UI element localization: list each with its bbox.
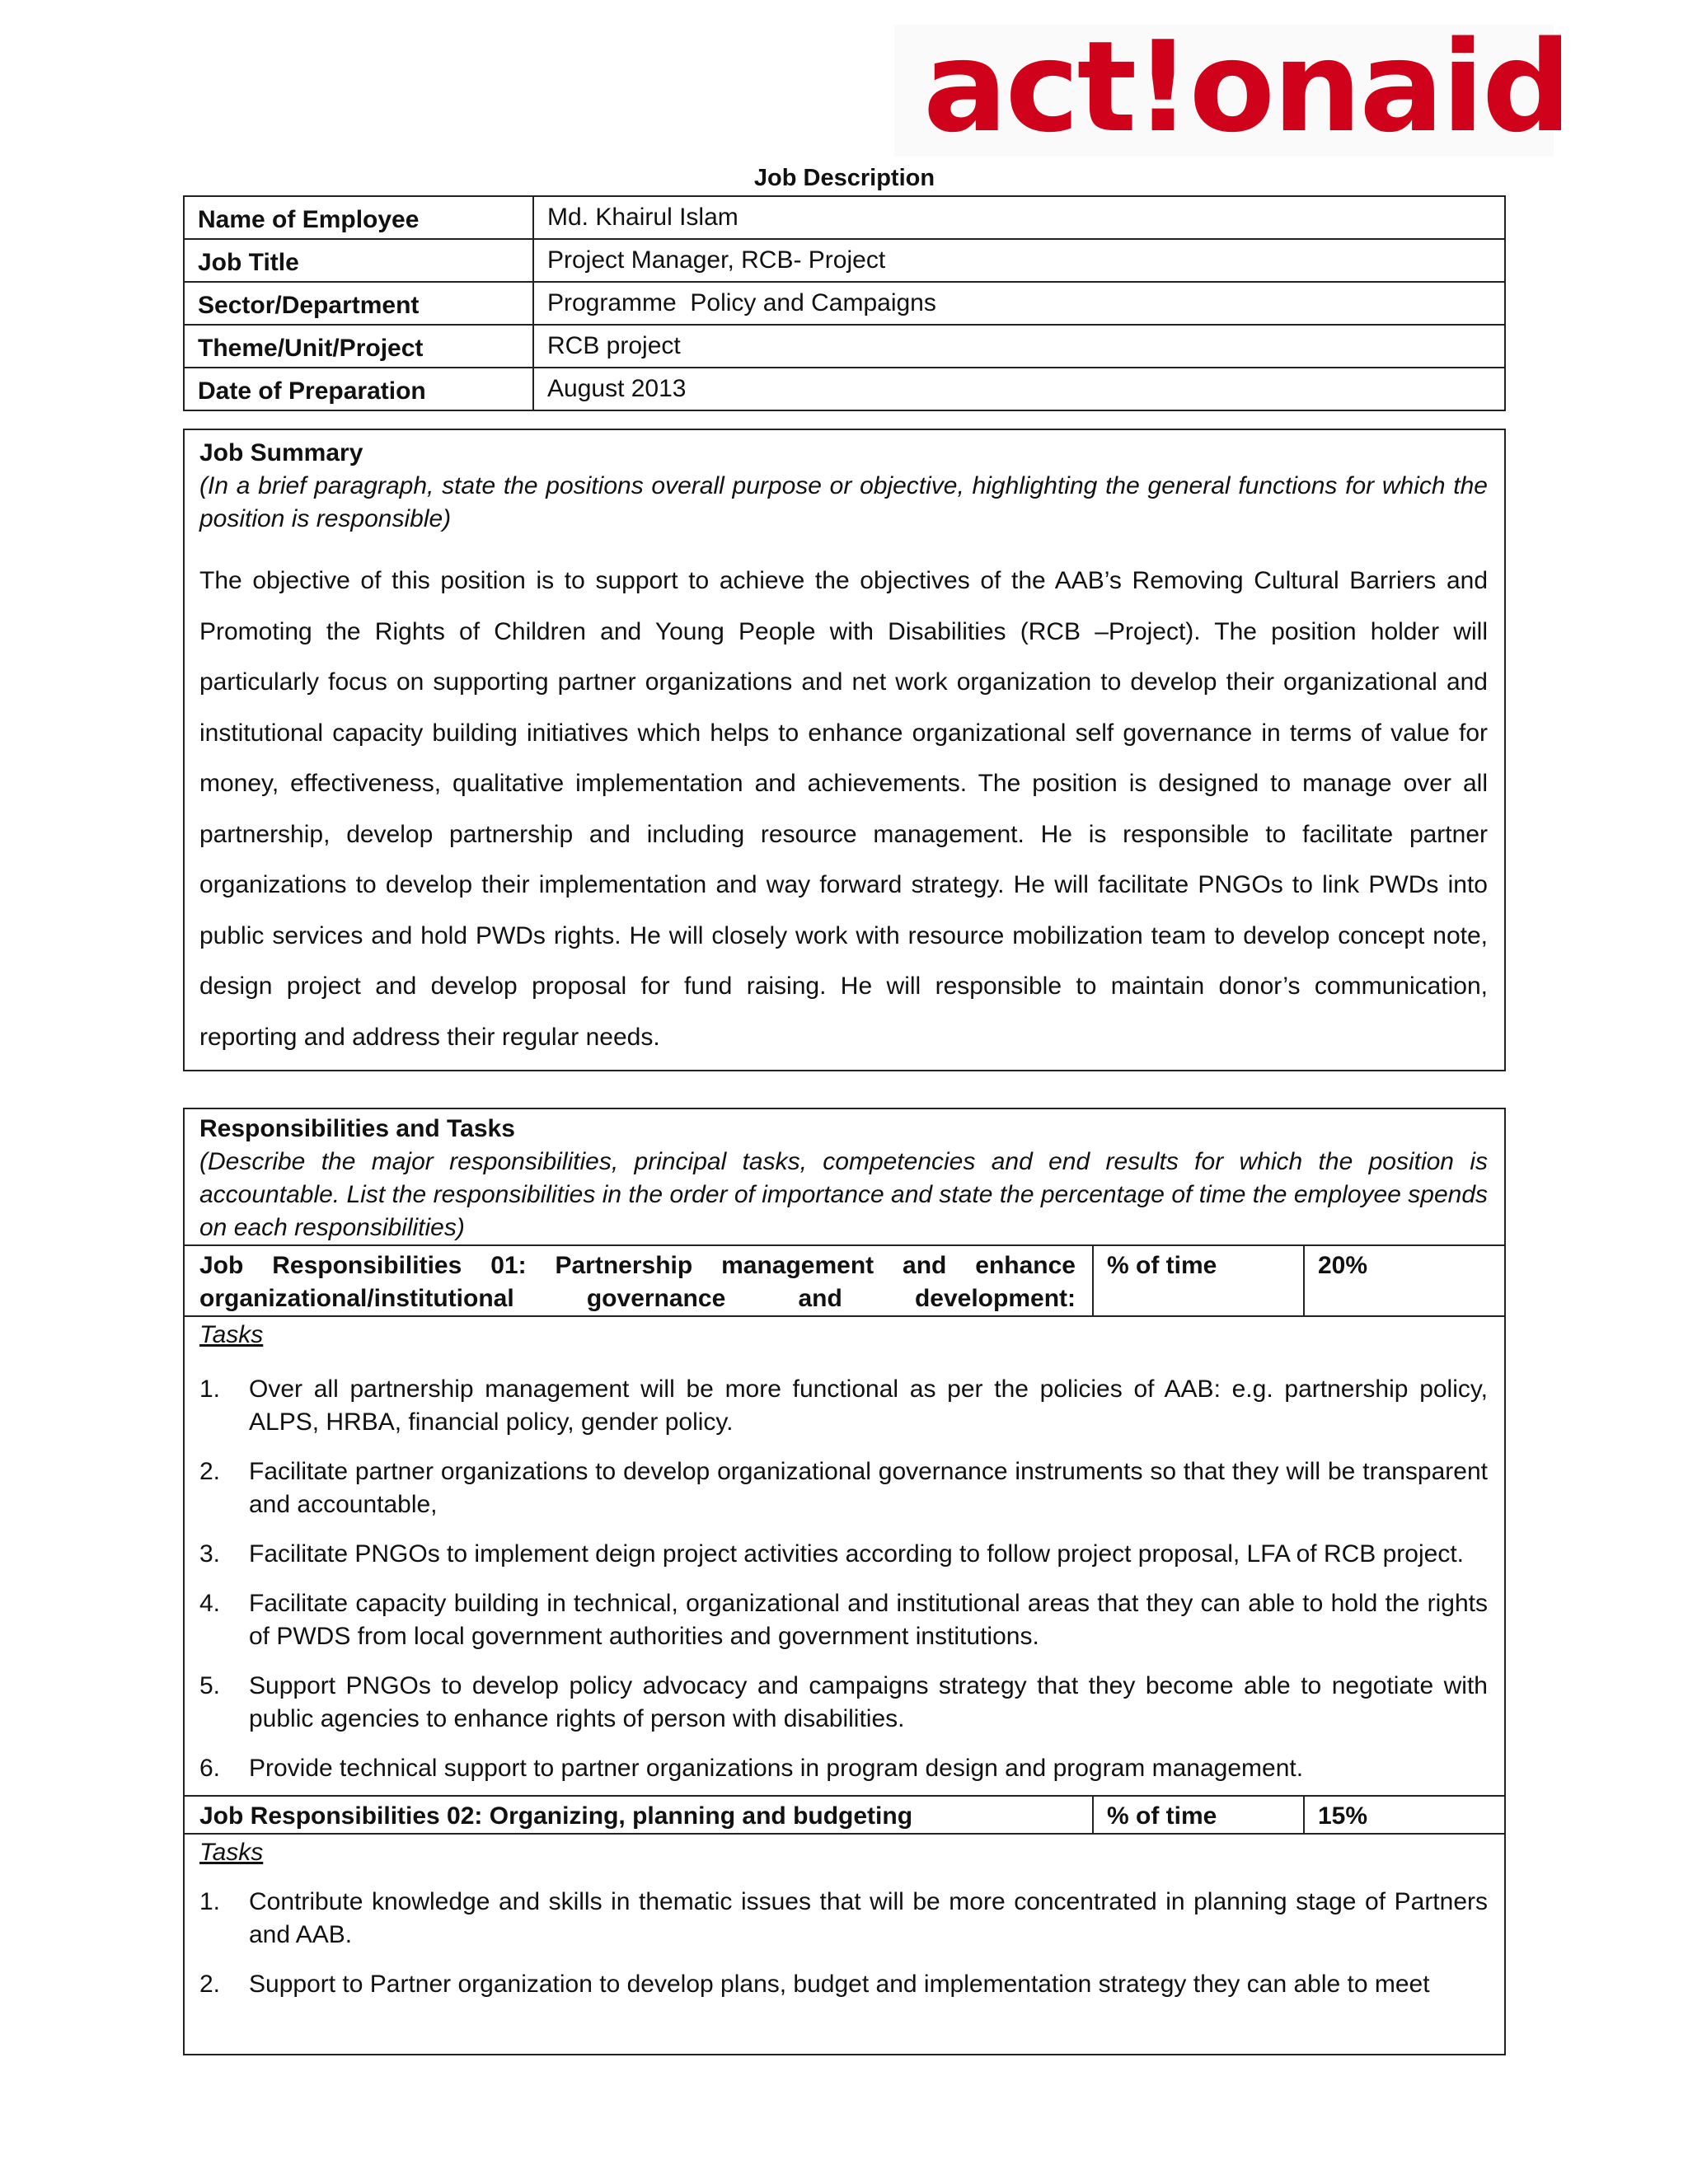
job-summary-section [183, 429, 1506, 1071]
task-item [199, 1373, 1488, 1439]
employee-info-table [183, 195, 1506, 411]
info-label: Name of Employee [184, 196, 533, 239]
task-item [199, 1752, 1488, 1785]
responsibilities-section [183, 1108, 1506, 2055]
time-percentage: 15% [1304, 1796, 1504, 1834]
task-number: 6. [199, 1755, 221, 1782]
responsibilities-hint: (Describe the major responsibilities, principal tasks, competencies and end results for which the position is accountable. List the responsibilities in the order of importance and state the percentage of time the employee spends on each responsibilities) [199, 1148, 1488, 1241]
responsibility-tasks-row [185, 1834, 1504, 2001]
tasks-label: Tasks [199, 1321, 264, 1348]
responsibilities-intro [185, 1109, 1504, 1244]
info-label: Sector/Department [184, 282, 533, 325]
task-number: 1. [199, 1376, 221, 1403]
info-value: Md. Khairul Islam [533, 196, 1505, 239]
info-row [184, 282, 1505, 325]
responsibility-tasks-row [185, 1316, 1504, 1796]
task-number: 4. [199, 1590, 221, 1617]
task-text: Facilitate capacity building in technical, organizational and institutional areas that they can able to hold the rights of PWDS from local government authorities and government institutions. [249, 1590, 1488, 1650]
info-label: Date of Preparation [184, 368, 533, 410]
task-text: Contribute knowledge and skills in thematic issues that will be more concentrated in planning stage of Partners and AAB. [249, 1888, 1488, 1948]
time-label: % of time [1093, 1245, 1304, 1316]
tasks-cell [185, 1316, 1504, 1796]
info-row [184, 239, 1505, 282]
responsibility-header-row [185, 1796, 1504, 1834]
task-item [199, 1538, 1488, 1571]
task-text: Support PNGOs to develop policy advocacy and campaigns strategy that they become able to negotiate with public agencies to enhance rights of person with disabilities. [249, 1672, 1488, 1732]
responsibility-title: Job Responsibilities 01: Partnership management and enhance organizational/institutional governance and development: [185, 1245, 1093, 1316]
task-number: 2. [199, 1971, 221, 1998]
task-text: Facilitate PNGOs to implement deign project activities according to follow project proposal, LFA of RCB project. [249, 1540, 1464, 1568]
info-value: Project Manager, RCB- Project [533, 239, 1505, 282]
task-number: 1. [199, 1888, 221, 1915]
task-text: Over all partnership management will be more functional as per the policies of AAB: e.g. partnership policy, ALPS, HRBA, financial policy, gender policy. [249, 1376, 1488, 1436]
task-item [199, 1670, 1488, 1736]
task-item [199, 1968, 1488, 2001]
info-row [184, 325, 1505, 368]
task-item [199, 1455, 1488, 1521]
task-item [199, 1587, 1488, 1653]
logo-wordmark: act!onaid [923, 14, 1569, 160]
tasks-label: Tasks [199, 1839, 264, 1866]
job-summary-hint: (In a brief paragraph, state the positions overall purpose or objective, highlighting the general functions for which the position is responsible) [199, 472, 1488, 532]
info-value: RCB project [533, 325, 1505, 368]
info-label: Theme/Unit/Project [184, 325, 533, 368]
info-label: Job Title [184, 239, 533, 282]
responsibility-title: Job Responsibilities 02: Organizing, planning and budgeting [185, 1796, 1093, 1834]
info-row [184, 368, 1505, 410]
tasks-cell [185, 1834, 1504, 2001]
time-label: % of time [1093, 1796, 1304, 1834]
time-percentage: 20% [1304, 1245, 1504, 1316]
job-summary-heading: Job Summary [199, 439, 363, 466]
info-value: August 2013 [533, 368, 1505, 410]
task-list [199, 1373, 1488, 1785]
info-row [184, 196, 1505, 239]
info-value: Programme Policy and Campaigns [533, 282, 1505, 325]
responsibilities-table [185, 1244, 1504, 2001]
task-number: 3. [199, 1540, 221, 1568]
task-text: Facilitate partner organizations to develop organizational governance instruments so that they will be transparent and accountable, [249, 1458, 1488, 1518]
responsibilities-heading: Responsibilities and Tasks [199, 1115, 515, 1142]
task-number: 5. [199, 1672, 221, 1699]
task-number: 2. [199, 1458, 221, 1485]
task-item [199, 1886, 1488, 1952]
task-list [199, 1886, 1488, 2001]
page-title: Job Description [753, 165, 935, 191]
task-text: Provide technical support to partner organizations in program design and program management. [249, 1755, 1304, 1782]
task-text: Support to Partner organization to develop plans, budget and implementation strategy they can able to meet [249, 1971, 1430, 1998]
responsibility-header-row [185, 1245, 1504, 1316]
job-summary-text: The objective of this position is to support to achieve the objectives of the AAB’s Removing Cultural Barriers and Promoting the Rights of Children and Young People with Disabilities (RCB –Project). The position holder will particularly focus on supporting partner organizations and net work organization to develop their organizational and institutional capacity building initiatives which helps to enhance organizational self governance in terms of value for money, effectiveness, qualitative implementation and achievements. The position is designed to manage over all partnership, develop partnership and including resource management. He is responsible to facilitate partner organizations to develop their implementation and way forward strategy. He will facilitate PNGOs to link PWDs into public services and hold PWDs rights. He will closely work with resource mobilization team to develop concept note, design project and develop proposal for fund raising. He will responsible to maintain donor’s communication, reporting and address their regular needs. [199, 567, 1488, 1051]
actionaid-logo [894, 14, 1569, 160]
